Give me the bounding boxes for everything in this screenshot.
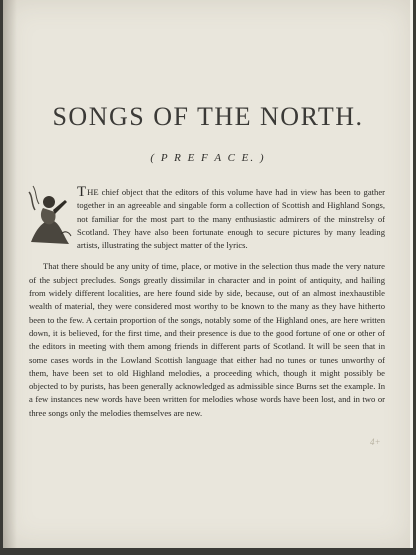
preface-body bbox=[29, 186, 385, 428]
page-title: SONGS OF THE NORTH. bbox=[52, 102, 364, 131]
preface-heading: ( P R E F A C E. ) bbox=[150, 152, 266, 164]
preface-paragraph-1 bbox=[29, 186, 385, 252]
piper-illustration-icon bbox=[25, 182, 73, 246]
preface-paragraph-2: That there should be any unity of time, place, or motive in the selection thus made the very nature of the subject precludes. Songs greatly dissimilar in character and in point of antiquity, and hailing from widely different localities, are here found side by side, because, out of an almost inexhaustible wealth of material, they were considered most worthy to be known to the many as they have hitherto been to the few. A certain proportion of the songs, notably some of the Highland ones, are here written down, it is believed, for the first time, and their presence is due to the good fortune of one or other of the editors in meeting with them among friends in different parts of Scotland. It will be seen that in some cases words in the Lowland Scottish language that either had no tunes or tunes unworthy of them, have been set to old Highland melodies, a proceeding which, though it might possibly be objected to by purists, has been generally acknowledged as admissible since Burns set the example. In a few instances new words have been written for melodies whose words have been lost, and in two or three songs only the melodies themselves are new. bbox=[29, 261, 385, 418]
page-edge bbox=[410, 0, 413, 548]
drop-cap: T bbox=[77, 184, 87, 200]
paragraph-1-text: HE chief object that the editors of this volume have had in view has been to gather together in an agreeable and singable form a collection of Scottish and Highland Songs, not familiar for the most part to the many enthusiastic admirers of the minstrelsy of Scotland. They have also been fortunate enough to secure pictures by many leading artists, illustrating the subject matter of the lyrics. bbox=[77, 187, 385, 251]
pencil-mark: 4+ bbox=[370, 437, 381, 447]
book-page bbox=[3, 0, 413, 548]
